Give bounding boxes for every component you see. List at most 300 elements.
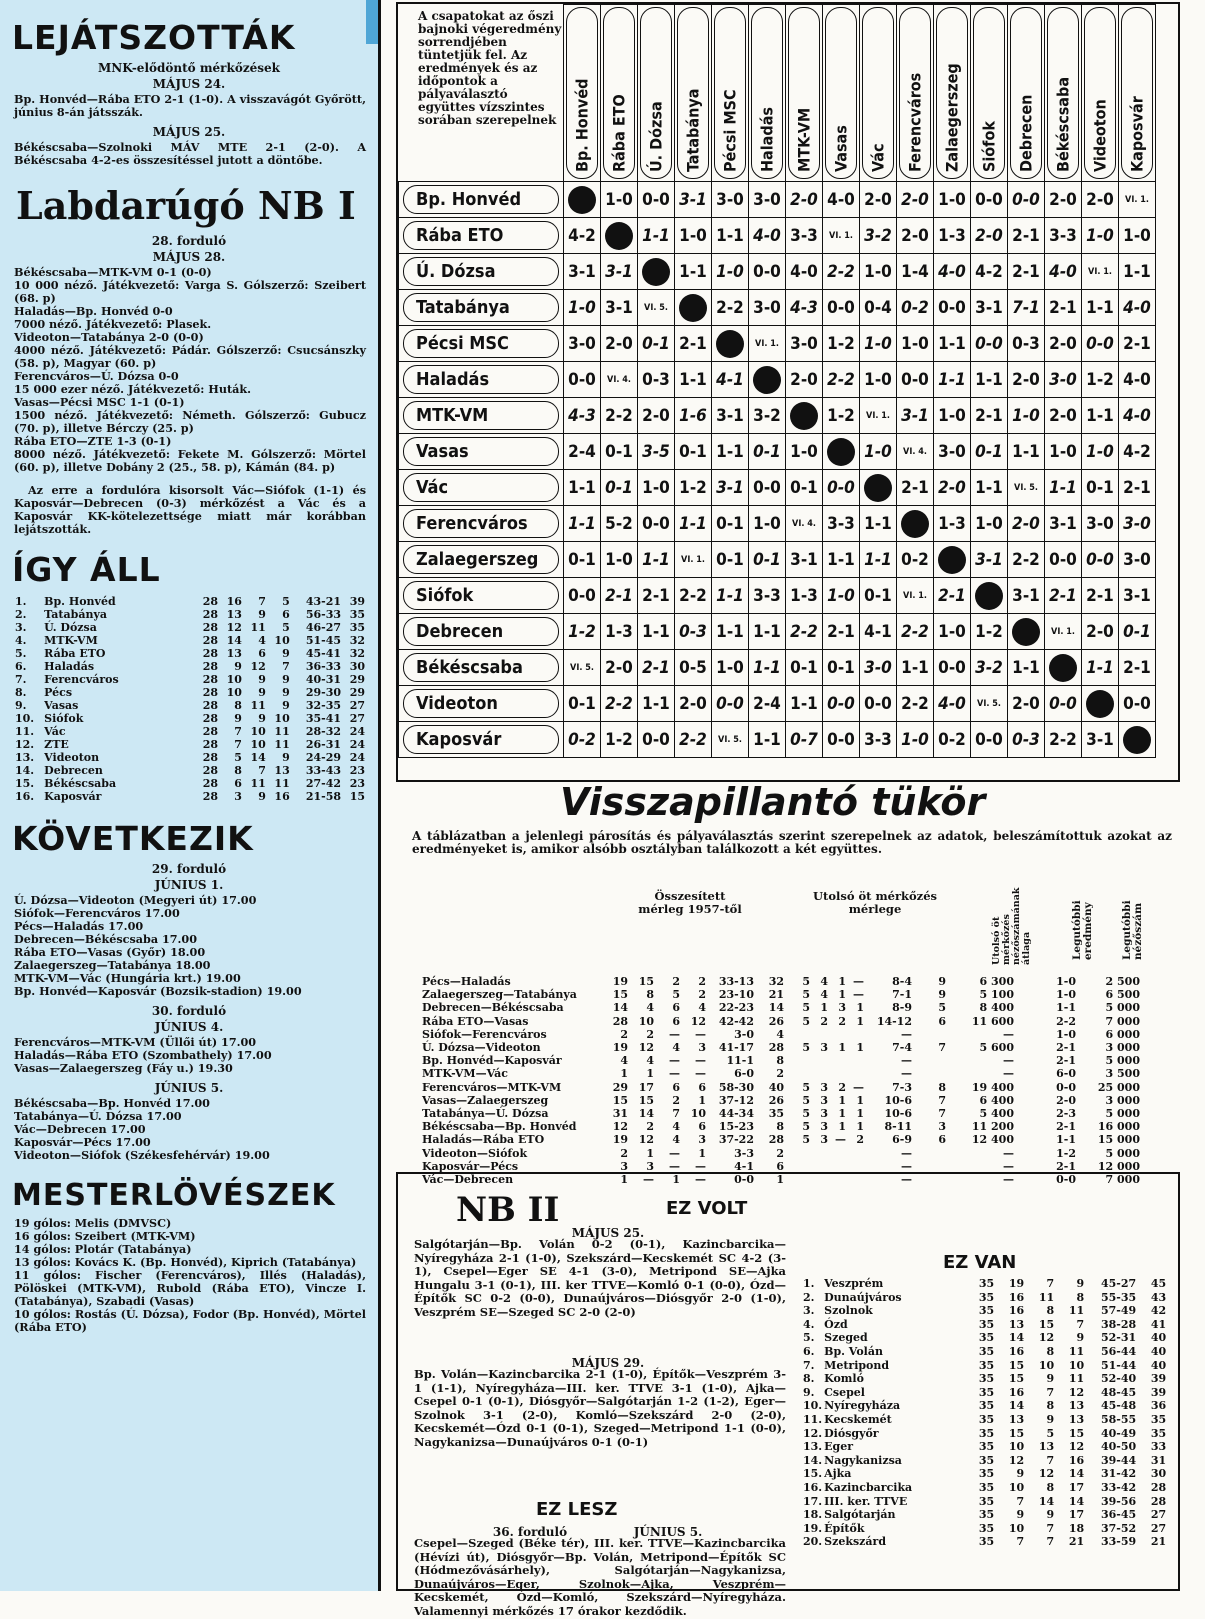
mirror-cell: 0-0	[734, 1173, 754, 1187]
nb2-standing-cell: 35	[978, 1317, 995, 1331]
mirror-cell: 7	[672, 1107, 680, 1121]
score-cell: 2-2	[897, 614, 934, 650]
nb2-standing-cell: Komló	[824, 1372, 864, 1386]
standing-cell: 56-33	[305, 608, 342, 621]
nb2-standing-row	[802, 1454, 1167, 1468]
nb2-standing-cell: Dunaújváros	[824, 1290, 902, 1304]
score-cell: VI. 1.	[897, 578, 934, 614]
nb2-standing-cell: 35	[978, 1480, 995, 1494]
mirror-cell: Tatabánya—Ú. Dózsa	[422, 1107, 549, 1121]
mirror-cell: 12 000	[1097, 1159, 1140, 1173]
score-cell: 1-1	[638, 614, 675, 650]
mirror-cell: 5	[802, 1093, 810, 1107]
mirror-cell: 2	[698, 988, 706, 1002]
mirror-cell: 2-1	[1056, 1120, 1076, 1134]
mirror-cell: 9	[938, 975, 946, 988]
standing-cell: 13.	[15, 751, 35, 764]
score-cell: 1-1	[860, 506, 897, 542]
standing-cell: 28	[202, 699, 219, 712]
may29-results: Bp. Volán—Kazincbarcika 2-1 (1-0), Építők—Veszprém 3-1 (1-1), Nyíregyháza—III. ker. TTVE 3-1 (1-0), Ajka—Csepel 0-1 (0-1), Diósgyőr—Salgótarján 1-2 (1-2), Eger—Szolnok 3-1 (2-0), Komló—Szekszárd 2-0 (2-0), Kecskemét—Ózd 0-1 (0-1), Szeged—Metripond 1-1 (0-0), Nagykanizsa—Dunaújváros 0-1 (0-1)	[414, 1367, 786, 1449]
mirror-cell: 10	[638, 1014, 654, 1028]
standing-cell: 10.	[15, 712, 35, 725]
nb2-standing-cell: 40	[1150, 1331, 1167, 1345]
score-cell: 1-0	[934, 182, 971, 218]
mirror-cell: 5	[802, 988, 810, 1002]
score-cell: VI. 5.	[564, 650, 601, 686]
mirror-cell	[812, 1028, 830, 1041]
nb2-standing-cell: 38-28	[1100, 1317, 1137, 1331]
team-row-pill: Ferencváros	[403, 509, 559, 538]
fixture-line: Debrecen—Békéscsaba 17.00	[14, 932, 198, 946]
score-cell: 1-1	[1045, 470, 1082, 506]
score-cell: 0-1	[564, 686, 601, 722]
nb2-standing-cell: 12	[1038, 1467, 1055, 1481]
standing-cell: 14	[226, 634, 242, 647]
nb2-standing-cell: 10	[1008, 1440, 1025, 1454]
standing-cell: 29	[349, 673, 365, 686]
score-cell: 4-0	[1119, 290, 1156, 326]
score-cell: 1-0	[601, 182, 638, 218]
next-title: KÖVETKEZIK	[12, 819, 254, 858]
team-col-name: Ferencváros	[905, 72, 925, 172]
mirror-cell: 3	[698, 1133, 706, 1147]
mirror-cell: 3 500	[1105, 1067, 1140, 1081]
nb2-standing-cell: Ózd	[824, 1317, 848, 1331]
mirror-cell: 2	[646, 1027, 654, 1041]
mirror-table	[420, 975, 1142, 1186]
standing-cell: Vasas	[44, 699, 79, 712]
mirror-row	[420, 1107, 1142, 1120]
score-cell: 2-1	[1119, 326, 1156, 362]
nb2-standing-cell: 7	[1046, 1277, 1055, 1290]
team-col-name: Rába ETO	[609, 94, 629, 172]
score-cell: 1-2	[601, 722, 638, 758]
cross-col-header	[638, 5, 675, 182]
standing-cell: 8.	[15, 686, 27, 699]
score-cell: 2-1	[971, 398, 1008, 434]
score-cell: 3-3	[1045, 218, 1082, 254]
mirror-cell: 19	[612, 975, 628, 988]
score-cell: 2-2	[601, 686, 638, 722]
nb2-standing-cell: Nyíregyháza	[824, 1399, 901, 1413]
mirror-cell: 37-22	[718, 1133, 754, 1147]
nb2-standing-cell: 8.	[803, 1372, 815, 1386]
nb2-standing-cell: 7	[1076, 1317, 1085, 1331]
standing-cell: 28	[202, 660, 219, 673]
mirror-cell: 8 400	[979, 1001, 1014, 1015]
nb2-standing-cell: 10	[1068, 1358, 1085, 1372]
score-cell: VI. 5.	[1008, 470, 1045, 506]
nb2-standing-cell: 13	[1038, 1440, 1055, 1454]
score-cell: 2-1	[1119, 470, 1156, 506]
score-cell: 1-1	[564, 506, 601, 542]
mirror-cell: 6	[938, 1014, 946, 1028]
standing-cell: Debrecen	[44, 764, 103, 777]
standing-cell: 26-31	[305, 738, 342, 751]
mirror-cell: 6 300	[979, 975, 1014, 988]
nb2-standing-cell: 12.	[803, 1426, 823, 1440]
nb2-standing-cell: 30	[1150, 1467, 1167, 1481]
mirror-cell: 19	[612, 1133, 628, 1147]
mirror-cell: MTK-VM—Vác	[422, 1067, 508, 1081]
mirror-cell: 16 000	[1097, 1120, 1140, 1134]
nb2-title: NB II	[456, 1190, 560, 1230]
mirror-cell: 2	[856, 1133, 864, 1147]
score-cell: 3-1	[897, 398, 934, 434]
score-cell: 2-4	[564, 434, 601, 470]
standing-cell: 39	[349, 595, 365, 608]
nb2-standing-cell: 12	[1008, 1453, 1025, 1467]
standing-cell: 36-33	[305, 660, 342, 673]
fixture-line: Ú. Dózsa—Videoton (Megyeri út) 17.00	[14, 893, 257, 907]
nb2-standing-cell: 14	[1008, 1331, 1025, 1345]
score-cell: 3-1	[712, 470, 749, 506]
nb2-standing-cell: 36-45	[1100, 1508, 1137, 1522]
mnk-date: MÁJUS 24.	[152, 77, 226, 91]
score-cell: 0-5	[675, 650, 712, 686]
score-cell: 0-0	[638, 722, 675, 758]
mirror-cell: 6 400	[979, 1093, 1014, 1107]
mirror-cell: Békéscsaba—Bp. Honvéd	[422, 1120, 577, 1134]
score-cell: 2-0	[934, 470, 971, 506]
standing-cell: 7	[234, 725, 242, 738]
team-col-name: Zalaegerszeg	[942, 63, 962, 172]
mirror-cell: 35	[768, 1107, 784, 1121]
team-col-name: MTK-VM	[794, 107, 814, 172]
mirror-cell: 28	[612, 1014, 628, 1028]
team-row-pill: Zalaegerszeg	[403, 545, 559, 574]
cross-row-header	[399, 614, 564, 650]
score-cell: 5-2	[601, 506, 638, 542]
score-cell: 0-2	[564, 722, 601, 758]
score-cell: 3-5	[638, 434, 675, 470]
standing-cell: 9	[282, 673, 290, 686]
score-cell: 1-4	[897, 254, 934, 290]
ez-van: EZ VAN	[943, 1252, 1017, 1273]
nb2-standing-cell: 16	[1008, 1385, 1025, 1399]
score-cell: 0-0	[564, 578, 601, 614]
mirror-cell: 4	[776, 1027, 784, 1041]
self-match-dot	[1123, 726, 1151, 754]
score-cell: 0-0	[1119, 686, 1156, 722]
standing-cell: 28	[202, 712, 219, 725]
mirror-cell: —	[1003, 1027, 1014, 1041]
score-cell	[934, 542, 971, 578]
nb2-standing-row	[802, 1277, 1167, 1291]
standing-row	[14, 751, 366, 764]
score-cell: 0-0	[564, 362, 601, 398]
standing-cell: 10	[274, 634, 290, 647]
score-cell	[1082, 686, 1119, 722]
score-cell: 3-0	[934, 434, 971, 470]
nb2-standing-cell: 5.	[803, 1331, 815, 1345]
mirror-cell: 5	[938, 1001, 946, 1015]
score-cell: 1-1	[712, 614, 749, 650]
mirror-cell: 44-34	[718, 1107, 754, 1121]
nb2-standing-cell: 2.	[803, 1290, 815, 1304]
nb2-standing-cell: 7.	[803, 1358, 815, 1372]
standing-cell: 14	[250, 751, 266, 764]
score-cell: 0-0	[1045, 542, 1082, 578]
score-cell: 1-3	[934, 218, 971, 254]
mirror-row	[420, 1094, 1142, 1107]
nb2-standing-cell: 35	[978, 1453, 995, 1467]
score-cell: 3-0	[786, 326, 823, 362]
mirror-cell: 6-0	[1056, 1067, 1076, 1081]
standing-cell: 8	[234, 699, 242, 712]
team-col-pill	[1121, 7, 1153, 179]
standing-cell: 10	[226, 673, 242, 686]
score-cell: 2-0	[1008, 506, 1045, 542]
nb2-standing-cell: Nagykanizsa	[824, 1453, 902, 1467]
standing-cell: 29	[349, 686, 365, 699]
team-row-pill: Békéscsaba	[403, 653, 559, 682]
score-cell: 2-2	[823, 254, 860, 290]
score-cell: 1-1	[1008, 650, 1045, 686]
score-cell: 1-2	[971, 614, 1008, 650]
standing-cell: 11	[274, 738, 290, 751]
fixture-line: Haladás—Rába ETO (Szombathely) 17.00	[14, 1048, 272, 1062]
mirror-cell: 6 000	[1105, 1027, 1140, 1041]
score-cell	[1008, 614, 1045, 650]
nb2-standing-cell: 8	[1046, 1304, 1055, 1318]
mirror-cell: —	[669, 1146, 680, 1160]
nb2-standing-cell: 7	[1046, 1385, 1055, 1399]
score-cell: 0-0	[712, 686, 749, 722]
self-match-dot	[790, 402, 818, 430]
score-cell: 1-0	[712, 650, 749, 686]
mirror-cell: 2	[698, 975, 706, 988]
score-cell: 2-2	[601, 398, 638, 434]
standing-cell: 9	[282, 751, 290, 764]
score-cell: 3-0	[749, 290, 786, 326]
standing-cell: 28	[202, 790, 219, 803]
cross-row-header	[399, 254, 564, 290]
fixture-date: JÚNIUS 5.	[154, 1081, 224, 1095]
score-cell: 2-0	[971, 218, 1008, 254]
mirror-cell: 6 500	[1105, 988, 1140, 1002]
standing-cell: 21-58	[305, 790, 342, 803]
score-cell: 2-1	[1045, 578, 1082, 614]
may25-date: MÁJUS 25.	[571, 1226, 645, 1240]
score-cell: 0-1	[1119, 614, 1156, 650]
mirror-cell: 15	[612, 1093, 628, 1107]
cross-row-header	[399, 686, 564, 722]
nb2-standing-cell: 1.	[803, 1277, 815, 1290]
score-cell: 1-0	[712, 254, 749, 290]
mirror-cell: —	[1003, 1054, 1014, 1068]
standing-cell: 45-41	[305, 647, 342, 660]
mirror-cell: Bp. Honvéd—Kaposvár	[422, 1054, 562, 1068]
score-cell: 3-3	[786, 218, 823, 254]
score-cell: 0-3	[638, 362, 675, 398]
nb1-title: Labdarúgó NB I	[16, 183, 356, 228]
cross-col-header	[934, 5, 971, 182]
score-cell: 0-1	[971, 434, 1008, 470]
mirror-cell: 7	[938, 1041, 946, 1055]
nb2-standing-cell: 11	[1068, 1372, 1085, 1386]
score-cell: VI. 1.	[823, 218, 860, 254]
cross-table	[396, 2, 1180, 782]
nb2-standing-cell: 14.	[803, 1453, 823, 1467]
score-cell: 1-3	[601, 614, 638, 650]
score-cell: 1-2	[823, 326, 860, 362]
mirror-cell: 3	[620, 1159, 628, 1173]
mirror-cell: 1-0	[1056, 1027, 1076, 1041]
standing-row	[14, 738, 366, 751]
cross-table-intro: A csapatokat az őszi bajnoki végeredmény sorrendjében tüntetjük fel. Az eredmények és az időpontok a pályaválasztó együttes vízszintes sorában szerepelnek	[418, 9, 562, 127]
mirror-cell: 3	[820, 1041, 828, 1055]
mirror-cell: 4	[698, 1001, 706, 1015]
standing-cell: Tatabánya	[44, 608, 107, 621]
mirror-cell: 3-3	[734, 1146, 754, 1160]
score-cell: 1-1	[675, 362, 712, 398]
score-cell: 0-0	[638, 182, 675, 218]
team-col-name: Bp. Honvéd	[572, 78, 592, 172]
ez-volt: EZ VOLT	[666, 1198, 748, 1219]
mirror-cell: 1	[838, 1041, 846, 1055]
nb2-standing-cell: 35	[978, 1426, 995, 1440]
score-cell: 1-2	[675, 470, 712, 506]
standing-cell: MTK-VM	[44, 634, 98, 647]
cross-row-header	[399, 218, 564, 254]
score-cell: 1-1	[712, 434, 749, 470]
mirror-cell: 14	[612, 1001, 628, 1015]
score-cell: 1-1	[1119, 254, 1156, 290]
mirror-cell: 2	[776, 1067, 784, 1081]
score-cell: 2-0	[1008, 686, 1045, 722]
standing-cell: 4	[258, 634, 266, 647]
nb2-standing-row	[802, 1318, 1167, 1332]
result-line: Videoton—Tatabánya 2-0 (0-0)	[14, 330, 204, 344]
mirror-cell: 10	[690, 1107, 706, 1121]
mirror-cell: 11 200	[971, 1120, 1014, 1134]
fixture-line: Videoton—Siófok (Székesfehérvár) 19.00	[14, 1148, 270, 1162]
mirror-cell: 2 500	[1105, 975, 1140, 988]
mirror-cell: 5 000	[1105, 1054, 1140, 1068]
score-cell: 0-1	[749, 542, 786, 578]
mirror-cell: 15 000	[1097, 1133, 1140, 1147]
standing-cell: 6	[282, 608, 290, 621]
nb2-standing-row	[802, 1413, 1167, 1427]
score-cell: 1-1	[934, 362, 971, 398]
nb2-standing-cell: 9	[1046, 1372, 1055, 1386]
mirror-cell: 4	[672, 1041, 680, 1055]
nb2-standing-cell: 15.	[803, 1467, 823, 1481]
score-cell: 0-1	[601, 434, 638, 470]
team-col-pill	[973, 7, 1005, 179]
score-cell: 0-0	[934, 650, 971, 686]
standing-cell: 11	[250, 621, 266, 634]
team-col-name: Ú. Dózsa	[646, 101, 666, 172]
mirror-cell: 19	[612, 1041, 628, 1055]
mirror-row	[420, 1081, 1142, 1094]
mirror-cell	[830, 1028, 848, 1041]
cross-row-header	[399, 578, 564, 614]
mirror-cell: —	[695, 1067, 706, 1081]
score-cell: 2-1	[1008, 254, 1045, 290]
nb2-standing-cell: 35	[978, 1440, 995, 1454]
mirror-cell: 0-0	[1056, 1173, 1076, 1187]
score-cell: 0-3	[1008, 326, 1045, 362]
nb2-standing-cell: 9	[1076, 1331, 1085, 1345]
standing-cell: 3.	[15, 621, 27, 634]
mirror-cell: 12	[612, 1120, 628, 1134]
nb2-standing-cell: Szeged	[824, 1331, 868, 1345]
cross-row	[399, 686, 1156, 722]
standing-cell: 5	[282, 595, 290, 608]
nb2-standing-cell: 12	[1068, 1440, 1085, 1454]
standing-cell: 28	[202, 777, 219, 790]
june5: JÚNIUS 5.	[633, 1525, 703, 1539]
mirror-cell: —	[695, 1054, 706, 1068]
mirror-cell: 5 100	[979, 988, 1014, 1002]
mirror-cell: 7 000	[1105, 1173, 1140, 1187]
mirror-cell: 2-0	[1056, 1093, 1076, 1107]
mirror-cell: 1	[838, 988, 846, 1002]
mirror-cell: 10-6	[884, 1093, 912, 1107]
mirror-cell	[848, 1054, 866, 1067]
score-cell: 1-0	[823, 578, 860, 614]
standing-cell: 7	[282, 660, 290, 673]
nb2-standing-cell: 16.	[803, 1480, 823, 1494]
standing-cell: 9	[282, 686, 290, 699]
mirror-cell: —	[669, 1054, 680, 1068]
score-cell: 2-2	[823, 362, 860, 398]
mirror-cell: 19 400	[971, 1080, 1014, 1094]
self-match-dot	[1086, 690, 1114, 718]
score-cell: 0-4	[860, 290, 897, 326]
mirror-cell	[914, 1067, 948, 1080]
score-cell: 4-2	[564, 218, 601, 254]
team-col-name: Siófok	[979, 121, 999, 172]
mirror-cell: —	[853, 975, 864, 988]
score-cell: 0-0	[860, 686, 897, 722]
mirror-row	[420, 988, 1142, 1001]
score-cell: 2-1	[1008, 218, 1045, 254]
cross-row-header	[399, 398, 564, 434]
score-cell: 1-1	[823, 542, 860, 578]
nb2-standing-cell: 13	[1068, 1412, 1085, 1426]
mirror-cell: 4	[672, 1133, 680, 1147]
score-cell: 1-2	[564, 614, 601, 650]
nb2-standing-cell: 40-49	[1100, 1426, 1137, 1440]
mirror-cell: Rába ETO—Vasas	[422, 1014, 529, 1028]
mirror-cell: 1	[820, 1001, 828, 1015]
cross-col-header	[675, 5, 712, 182]
score-cell: 3-1	[1119, 578, 1156, 614]
nb2-standing-cell: 42	[1150, 1304, 1167, 1318]
mirror-cell	[786, 1028, 812, 1041]
standing-cell: 7	[234, 738, 242, 751]
score-cell: 1-0	[638, 470, 675, 506]
standing-cell: 28	[202, 673, 219, 686]
nb2-standing-cell: 13	[1068, 1399, 1085, 1413]
nb2-standing-cell: 7	[1046, 1535, 1055, 1549]
score-cell: 0-0	[823, 722, 860, 758]
score-cell: 1-0	[1082, 218, 1119, 254]
score-cell: 1-1	[1082, 650, 1119, 686]
team-col-pill	[825, 7, 857, 179]
standing-cell: 28-32	[305, 725, 342, 738]
result-line: 1500 néző. Játékvezető: Németh. Gólszerző: Gubucz (70. p), illetve Bérczy (25. p)	[14, 408, 366, 435]
mirror-cell: 28	[768, 1041, 784, 1055]
cross-col-header	[1119, 5, 1156, 182]
mirror-cell: 7-1	[892, 988, 912, 1002]
mirror-cell: 5 000	[1105, 1146, 1140, 1160]
next-fixtures	[0, 862, 378, 1162]
score-cell: 3-1	[564, 254, 601, 290]
